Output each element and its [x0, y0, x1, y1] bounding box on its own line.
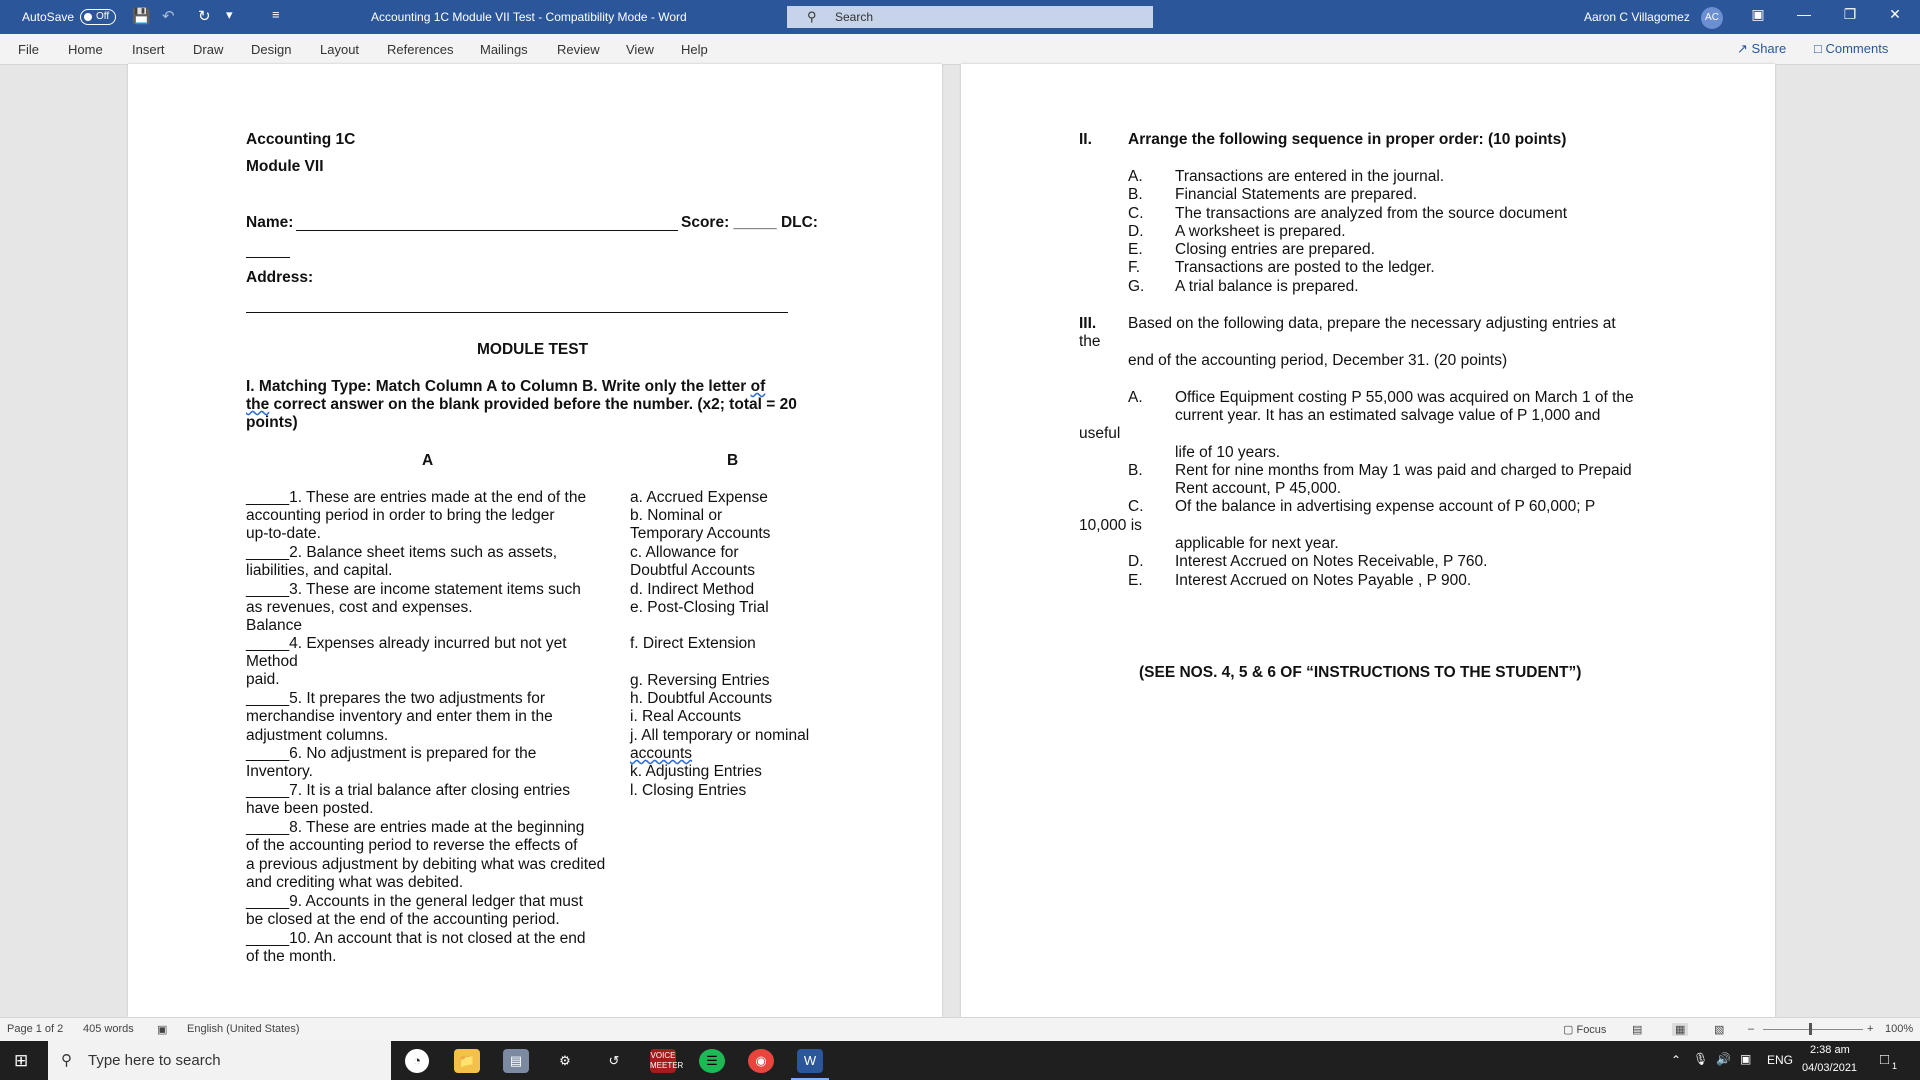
adj-letter: B.	[1128, 462, 1143, 479]
zoom-level[interactable]: 100%	[1885, 1023, 1914, 1035]
col-a-line: accounting period in order to bring the ledger	[246, 507, 555, 524]
adj-letter: C.	[1128, 498, 1144, 515]
adj-text: Of the balance in advertising expense account of P 60,000; P	[1175, 498, 1596, 515]
module-heading: Module VII	[246, 158, 324, 175]
zoom-out-icon[interactable]: –	[1748, 1023, 1755, 1035]
col-a-line: _____1. These are entries made at the end of the	[246, 489, 587, 506]
tab-design[interactable]: Design	[251, 42, 292, 57]
col-a-line: paid.	[246, 671, 280, 688]
share-icon: ↗	[1737, 41, 1748, 56]
adj-text: Office Equipment costing P 55,000 was acquired on March 1 of the	[1175, 389, 1634, 406]
tab-insert[interactable]: Insert	[132, 42, 165, 57]
col-a-line: be closed at the end of the accounting period.	[246, 911, 560, 928]
instr-word-of: of	[750, 378, 766, 395]
section-3-number: III.	[1079, 315, 1097, 332]
dlc-blank	[246, 257, 290, 258]
voicemeeter-icon[interactable]: VOICE MEETER	[650, 1049, 676, 1073]
instructions-line-3: points)	[246, 414, 298, 431]
col-b-line: e. Post-Closing Trial	[630, 599, 769, 616]
seq-text: Transactions are entered in the journal.	[1175, 168, 1445, 185]
customize-qat-icon[interactable]: ▾	[226, 7, 233, 22]
adj-letter: A.	[1128, 389, 1143, 406]
useful-word: useful	[1079, 425, 1121, 442]
seq-text: Transactions are posted to the ledger.	[1175, 259, 1435, 276]
instructions-line-2	[246, 396, 797, 414]
comments-label: Comments	[1825, 41, 1889, 56]
clock-date[interactable]: 04/03/2021	[1802, 1062, 1858, 1074]
instr-word-the: the	[246, 396, 270, 413]
tab-view[interactable]: View	[626, 42, 654, 57]
see-instructions-note: (SEE NOS. 4, 5 & 6 OF “INSTRUCTIONS TO THE STUDENT”)	[1139, 664, 1582, 681]
language-status[interactable]: English (United States)	[187, 1023, 300, 1035]
task-view-icon[interactable]: ◔	[405, 1049, 429, 1073]
seq-text: A trial balance is prepared.	[1175, 278, 1359, 295]
tab-mailings[interactable]: Mailings	[480, 42, 528, 57]
clock-time[interactable]: 2:38 am	[1810, 1044, 1850, 1056]
col-b-line: h. Doubtful Accounts	[630, 690, 773, 707]
col-a-line: as revenues, cost and expenses.	[246, 599, 473, 616]
undo-icon[interactable]: ↶	[162, 8, 175, 25]
col-b-line: c. Allowance for	[630, 544, 739, 561]
document-title: Accounting 1C Module VII Test - Compatibility Mode - Word	[371, 10, 687, 24]
col-a-line: Inventory.	[246, 763, 313, 780]
avatar[interactable]: AC	[1701, 7, 1723, 29]
focus-button[interactable]	[1563, 1023, 1606, 1036]
col-a-line: liabilities, and capital.	[246, 562, 393, 579]
tab-file[interactable]: File	[18, 42, 39, 57]
col-a-line: _____5. It prepares the two adjustments for	[246, 690, 545, 707]
col-a-line: a previous adjustment by debiting what was credited	[246, 856, 606, 873]
tab-references[interactable]: References	[387, 42, 454, 57]
search-icon: ⚲	[807, 9, 817, 24]
restore-icon[interactable]: ❐	[1843, 6, 1857, 22]
column-a-header: A	[422, 452, 434, 469]
seq-text: Closing entries are prepared.	[1175, 241, 1375, 258]
settings-gear-icon[interactable]: ⚙	[559, 1053, 571, 1068]
comments-button[interactable]	[1814, 41, 1888, 56]
focus-label: Focus	[1576, 1024, 1607, 1036]
ten-thousand-is: 10,000 is	[1079, 517, 1142, 534]
col-a-line: _____7. It is a trial balance after closing entries	[246, 782, 570, 799]
zoom-slider-thumb[interactable]	[1809, 1023, 1812, 1035]
seq-letter: G.	[1128, 278, 1145, 295]
seq-letter: B.	[1128, 186, 1143, 203]
section-3-line-2: the	[1079, 333, 1101, 350]
qat-more-icon[interactable]: ≡	[272, 7, 280, 22]
col-b-line: g. Reversing Entries	[630, 672, 770, 689]
adj-letter: E.	[1128, 572, 1143, 589]
toggle-knob	[84, 13, 92, 21]
word-app-icon[interactable]: W	[797, 1049, 823, 1073]
seq-letter: A.	[1128, 168, 1143, 185]
focus-icon: ▢	[1563, 1024, 1574, 1036]
col-b-line: i. Real Accounts	[630, 708, 742, 725]
col-a-line: adjustment columns.	[246, 727, 389, 744]
redo-icon[interactable]: ↻	[198, 8, 211, 25]
comment-icon: □	[1814, 41, 1822, 56]
save-icon[interactable]: 💾	[132, 8, 151, 25]
tab-layout[interactable]: Layout	[320, 42, 360, 57]
seq-letter: D.	[1128, 223, 1144, 240]
document-page-1[interactable]	[128, 64, 942, 1017]
seq-text: Financial Statements are prepared.	[1175, 186, 1418, 203]
adj-text: life of 10 years.	[1175, 444, 1281, 461]
notification-count: 1	[1892, 1061, 1898, 1071]
col-b-line: accounts	[630, 745, 693, 762]
col-b-line: b. Nominal or	[630, 507, 723, 524]
taskbar	[0, 1041, 1920, 1080]
col-a-line: Method	[246, 653, 298, 670]
module-test-title: MODULE TEST	[477, 341, 589, 358]
zoom-slider[interactable]	[1763, 1029, 1863, 1030]
user-name[interactable]: Aaron C Villagomez	[1584, 10, 1690, 24]
adj-text: applicable for next year.	[1175, 535, 1339, 552]
adj-text: Rent account, P 45,000.	[1175, 480, 1342, 497]
col-a-line: have been posted.	[246, 800, 374, 817]
seq-letter: F.	[1128, 259, 1141, 276]
autosave-state: Off	[96, 11, 110, 22]
file-explorer-icon[interactable]: 📁	[454, 1049, 480, 1073]
word-count[interactable]: 405 words	[83, 1023, 134, 1035]
volume-icon[interactable]: 🔊	[1716, 1052, 1731, 1066]
autosave-label: AutoSave	[22, 10, 75, 24]
web-layout-icon[interactable]: ▧	[1714, 1024, 1725, 1036]
adj-letter: D.	[1128, 553, 1144, 570]
col-a-line: and crediting what was debited.	[246, 874, 464, 891]
input-language[interactable]: ENG	[1767, 1053, 1794, 1067]
adj-text: Interest Accrued on Notes Receivable, P 760.	[1175, 553, 1488, 570]
read-mode-icon[interactable]: ▤	[1632, 1024, 1643, 1036]
adj-text: Interest Accrued on Notes Payable , P 900.	[1175, 572, 1472, 589]
col-b-line: k. Adjusting Entries	[630, 763, 762, 780]
autosave-toggle[interactable]	[80, 9, 116, 25]
search-icon: ⚲	[61, 1052, 72, 1069]
col-b-line: d. Indirect Method	[630, 581, 755, 598]
col-b-line: Doubtful Accounts	[630, 562, 755, 579]
col-a-line: _____4. Expenses already incurred but not yet	[246, 635, 567, 652]
col-b-line: j. All temporary or nominal	[630, 727, 810, 744]
share-button[interactable]	[1737, 41, 1786, 57]
tab-review[interactable]: Review	[557, 42, 600, 57]
seq-text: The transactions are analyzed from the source document	[1175, 205, 1568, 222]
col-a-line: _____3. These are income statement items such	[246, 581, 581, 598]
col-a-line: _____9. Accounts in the general ledger that must	[246, 893, 583, 910]
photos-app-icon[interactable]: ▤	[503, 1049, 529, 1073]
col-b-line: l. Closing Entries	[630, 782, 747, 799]
col-a-line: _____10. An account that is not closed at the end	[246, 930, 586, 947]
tab-home[interactable]: Home	[68, 42, 103, 57]
search-box[interactable]	[787, 6, 1153, 28]
tab-help[interactable]: Help	[681, 42, 708, 57]
name-blank	[296, 230, 678, 231]
col-a-line: Balance	[246, 617, 303, 634]
zoom-in-icon[interactable]: +	[1867, 1023, 1874, 1035]
col-b-line: f. Direct Extension	[630, 635, 756, 652]
instr-text-a: I. Matching Type: Match Column A to Column B. Write only the letter	[246, 378, 751, 395]
show-hidden-icons[interactable]: ⌃	[1671, 1053, 1682, 1067]
print-layout-icon[interactable]: ▦	[1672, 1023, 1688, 1036]
column-b-header: B	[727, 452, 739, 469]
col-a-line: _____2. Balance sheet items such as assets,	[246, 544, 558, 561]
ribbon-display-icon[interactable]: ▣	[1751, 6, 1765, 22]
col-a-line: of the accounting period to reverse the effects of	[246, 837, 578, 854]
ribbon-tabs	[0, 34, 1920, 65]
adj-text: Rent for nine months from May 1 was paid and charged to Prepaid	[1175, 462, 1632, 479]
tab-draw[interactable]: Draw	[193, 42, 224, 57]
seq-letter: E.	[1128, 241, 1143, 258]
taskbar-search[interactable]	[48, 1041, 391, 1080]
section-3-line-1: Based on the following data, prepare the necessary adjusting entries at	[1128, 315, 1616, 332]
chrome-icon[interactable]: ◉	[748, 1049, 774, 1073]
refresh-app-icon[interactable]: ↺	[608, 1053, 620, 1068]
minimize-icon[interactable]: —	[1797, 6, 1811, 22]
windows-start-icon[interactable]: ⊞	[14, 1051, 29, 1070]
col-a-line: _____8. These are entries made at the beginning	[246, 819, 585, 836]
microphone-icon[interactable]: 🎙	[1693, 1052, 1709, 1066]
address-blank	[246, 312, 788, 313]
col-b-line: Temporary Accounts	[630, 525, 771, 542]
page-count[interactable]: Page 1 of 2	[7, 1023, 64, 1035]
seq-text: A worksheet is prepared.	[1175, 223, 1346, 240]
course-heading: Accounting 1C	[246, 131, 356, 148]
instructions-line-1	[246, 378, 765, 396]
taskbar-search-placeholder: Type here to search	[88, 1052, 221, 1069]
proofing-icon[interactable]: ▣	[157, 1024, 168, 1036]
col-a-line: up-to-date.	[246, 525, 321, 542]
title-bar	[0, 0, 1920, 34]
adj-text: current year. It has an estimated salvage value of P 1,000 and	[1175, 407, 1601, 424]
name-label: Name:	[246, 214, 294, 231]
col-b-line: a. Accrued Expense	[630, 489, 768, 506]
network-icon[interactable]: ▣	[1740, 1052, 1752, 1066]
address-label: Address:	[246, 269, 314, 286]
notification-icon[interactable]: □	[1880, 1051, 1890, 1068]
seq-letter: C.	[1128, 205, 1144, 222]
section-3-line-3: end of the accounting period, December 31. (20 points)	[1128, 352, 1508, 369]
status-bar	[0, 1017, 1920, 1042]
score-dlc-label: Score: _____ DLC:	[681, 214, 818, 231]
col-a-line: of the month.	[246, 948, 337, 965]
document-page-2[interactable]	[961, 64, 1775, 1017]
section-2-title: Arrange the following sequence in proper order: (10 points)	[1128, 131, 1567, 148]
section-2-number: II.	[1079, 131, 1092, 148]
search-placeholder: Search	[835, 10, 874, 24]
col-a-line: merchandise inventory and enter them in the	[246, 708, 553, 725]
instr-text-b: correct answer on the blank provided before the number. (x2; total = 20	[269, 396, 797, 413]
close-icon[interactable]: ✕	[1889, 6, 1901, 22]
spotify-icon[interactable]: ☰	[699, 1049, 725, 1073]
share-label: Share	[1751, 41, 1787, 56]
col-a-line: _____6. No adjustment is prepared for the	[246, 745, 537, 762]
